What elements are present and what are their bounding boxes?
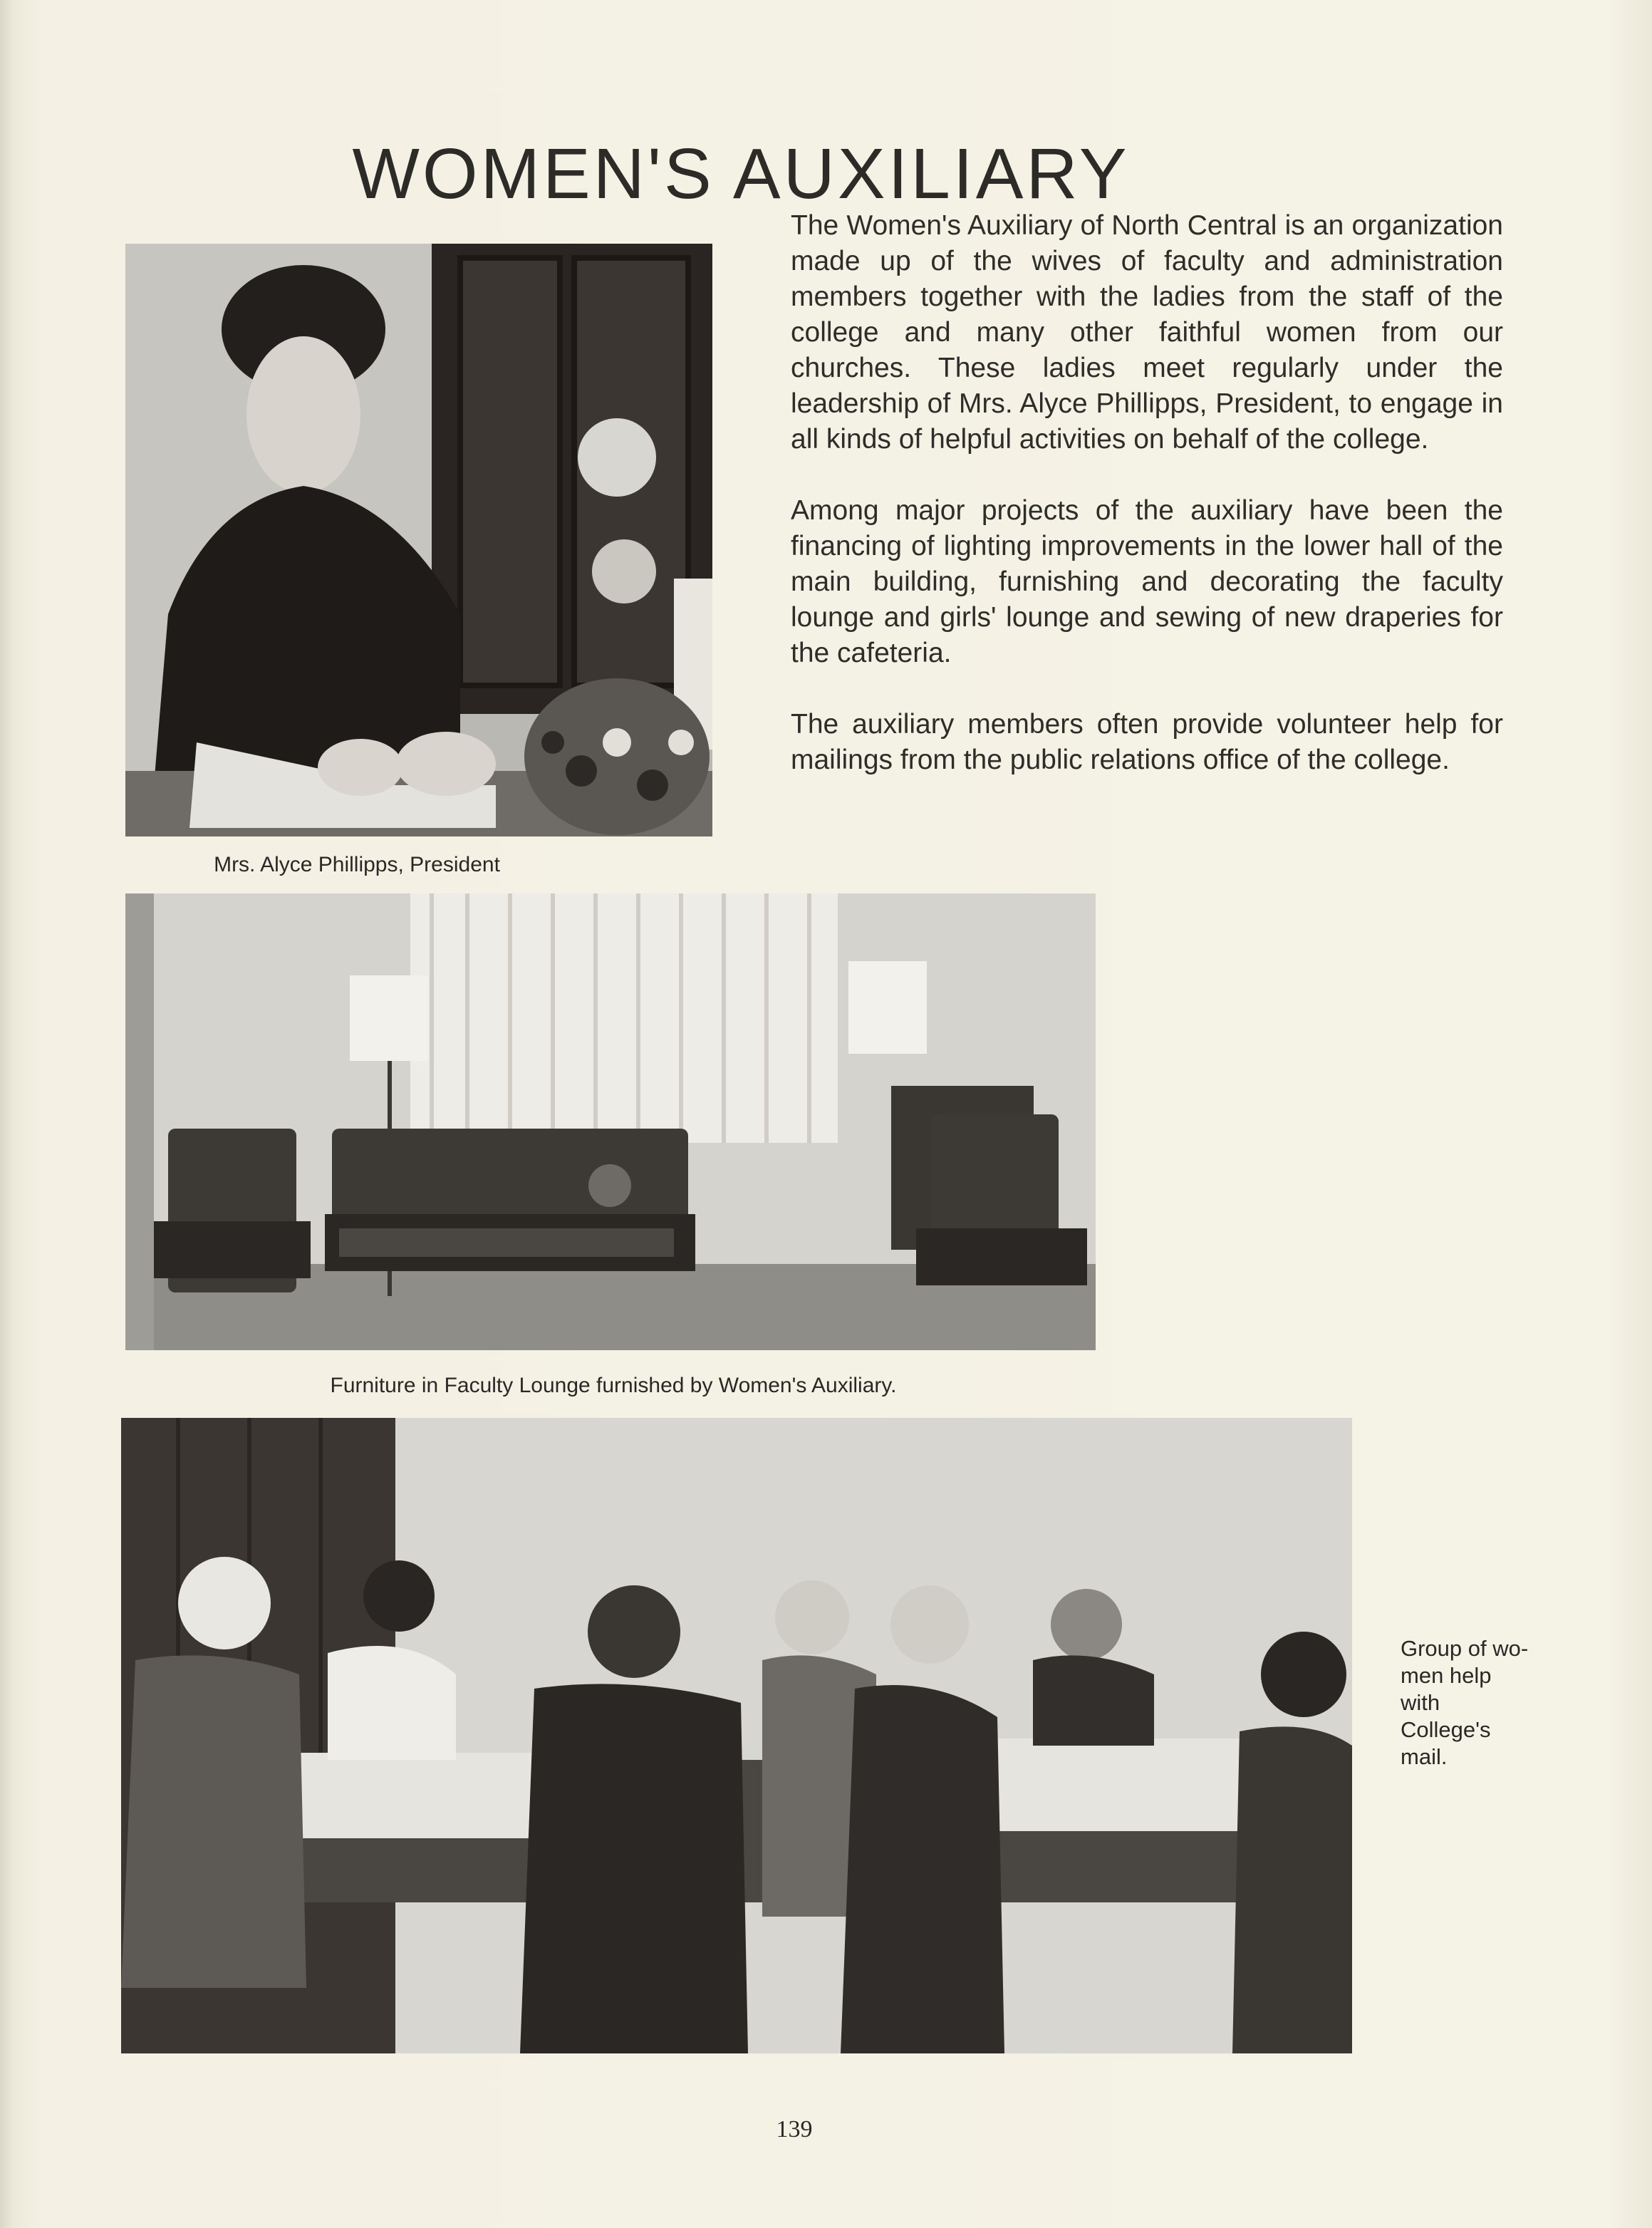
paragraph-intro: The Women's Auxiliary of North Central is an organization made up of the wives of faculty and administration members together with the ladies from the staff of the college and many other faithful women from our churches. These ladies meet regularly under the leadership of Mrs. Alyce Phillipps, President, to engage in all kinds of helpful activities on behalf of the college. [791, 210, 1503, 455]
group-photo [121, 1418, 1352, 2053]
article-body [791, 208, 1503, 814]
paragraph-projects: Among major projects of the auxiliary have been the financing of lighting improvements in the lower hall of the main building, furnishing and decorating the faculty lounge and girls' lounge and sewing of new draperies for the cafeteria. [791, 495, 1503, 668]
lounge-photo [125, 893, 1096, 1350]
president-caption: Mrs. Alyce Phillipps, President [214, 853, 500, 876]
president-photo [125, 244, 712, 836]
page-title: WOMEN'S AUXILIARY [352, 134, 1130, 214]
group-caption: Group of wo- men help with College's mail. [1401, 1636, 1529, 1769]
page-number: 139 [776, 2116, 813, 2142]
paragraph-volunteer: The auxiliary members often provide volunteer help for mailings from the public relations office of the college. [791, 709, 1503, 775]
lounge-caption: Furniture in Faculty Lounge furnished by Women's Auxiliary. [330, 1374, 897, 1397]
